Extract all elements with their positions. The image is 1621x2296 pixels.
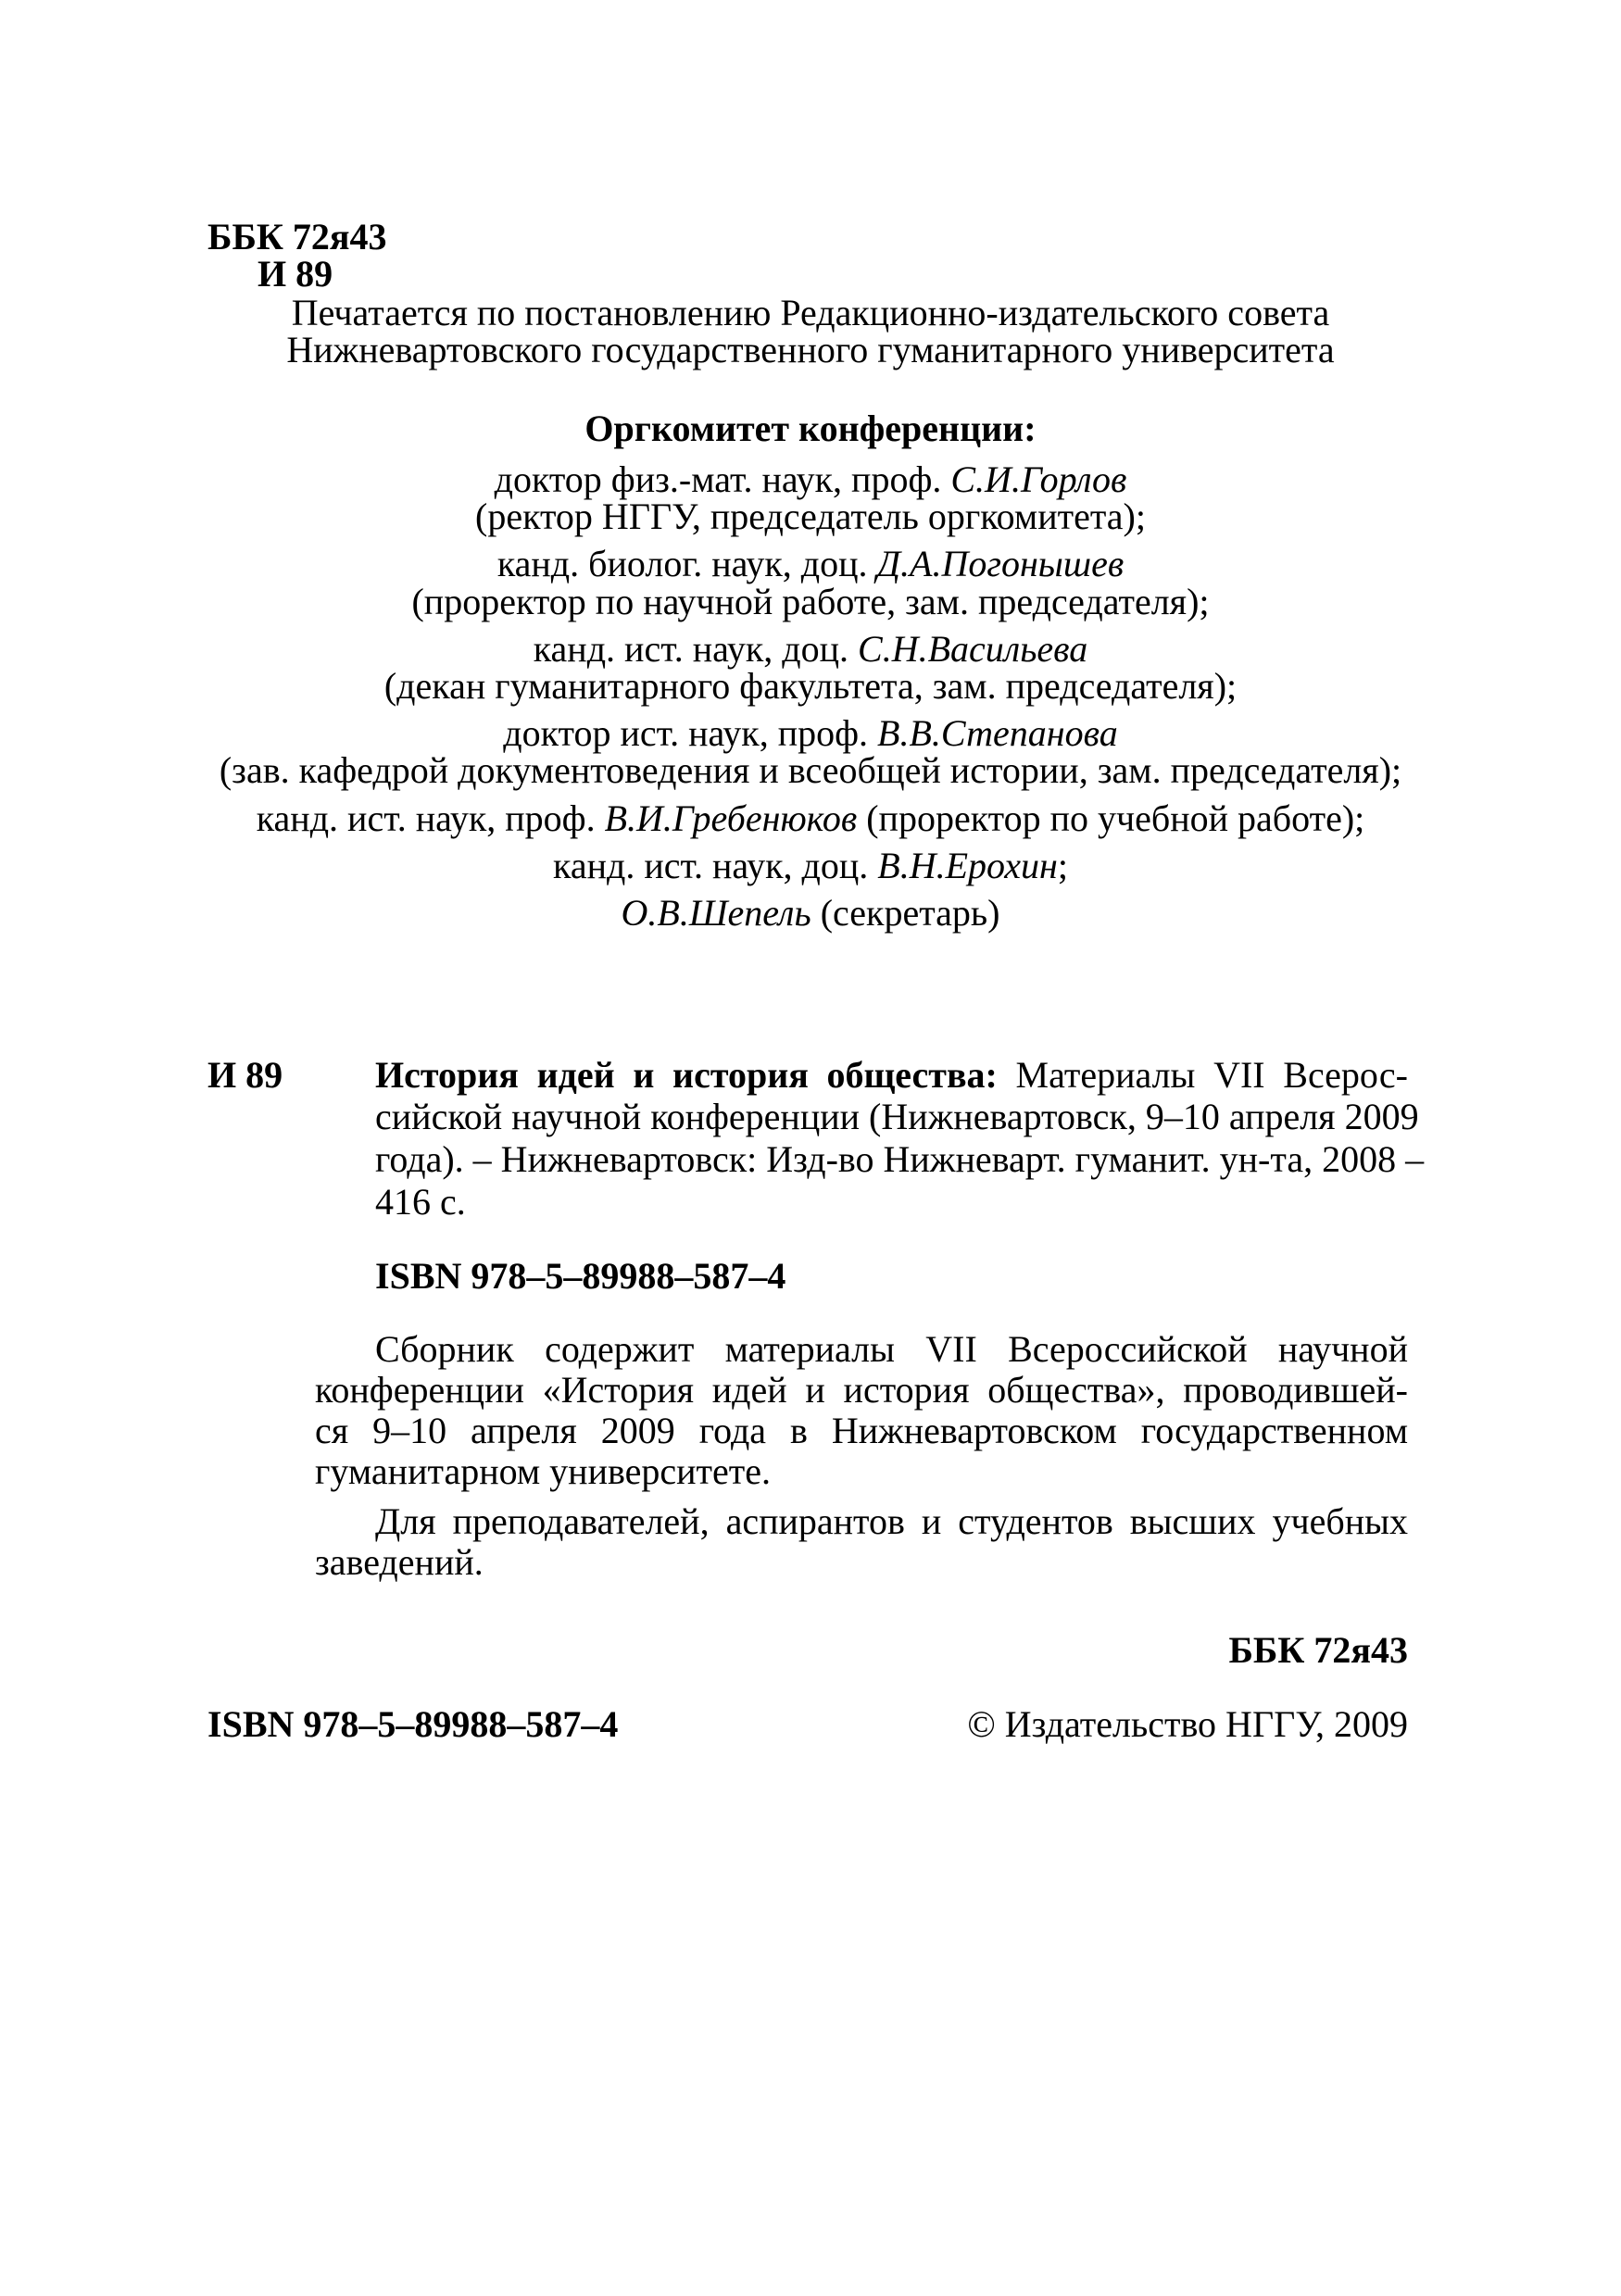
entry-mark: И 89 — [207, 1054, 283, 1096]
annotation-line-4: гуманитарном университете. — [315, 1450, 772, 1492]
entry-line-1: История идей и история общества: Материалы VII Всерос- — [375, 1054, 1409, 1096]
footer-bbk: ББК 72я43 — [1228, 1629, 1408, 1671]
entry-line-2: сийской научной конференции (Нижневартовск, 9–10 апреля 2009 — [375, 1096, 1419, 1137]
committee-line: канд. ист. наук, доц. С.Н.Васильева — [533, 628, 1088, 670]
annotation-line-6: заведений. — [315, 1541, 484, 1583]
copyright: © Издательство НГГУ, 2009 — [967, 1703, 1408, 1745]
annotation-line-3: ся 9–10 апреля 2009 года в Нижневартовском государственном — [315, 1410, 1408, 1451]
author-mark: И 89 — [258, 253, 333, 295]
entry-isbn: ISBN 978–5–89988–587–4 — [375, 1255, 786, 1297]
committee-line: (проректор по научной работе, зам. председателя); — [411, 581, 1210, 622]
bbk-code: ББК 72я43 — [207, 216, 387, 257]
committee-line: (зав. кафедрой документоведения и всеобщей истории, зам. председателя); — [219, 749, 1402, 791]
entry-line-4: 416 с. — [375, 1181, 466, 1223]
committee-line: (декан гуманитарного факультета, зам. председателя); — [383, 665, 1238, 707]
committee-title: Оргкомитет конференции: — [584, 408, 1037, 449]
committee-line: канд. ист. наук, проф. В.И.Гребенюков (проректор по учебной работе); — [256, 797, 1365, 839]
annotation-line-5: Для преподавателей, аспирантов и студентов высших учебных — [375, 1500, 1408, 1542]
annotation-line-2: конференции «История идей и история общества», проводившей- — [315, 1369, 1408, 1411]
committee-line: (ректор НГГУ, председатель оргкомитета); — [475, 496, 1146, 537]
committee-line: доктор физ.-мат. наук, проф. С.И.Горлов — [494, 458, 1127, 500]
footer-isbn: ISBN 978–5–89988–587–4 — [207, 1703, 619, 1745]
committee-line: канд. биолог. наук, доц. Д.А.Погонышев — [496, 543, 1125, 584]
committee-line: доктор ист. наук, проф. В.В.Степанова — [503, 712, 1118, 754]
entry-line-3: года). – Нижневартовск: Изд-во Нижневарт. гуманит. ун-та, 2008 – — [375, 1138, 1425, 1180]
annotation-line-1: Сборник содержит материалы VII Всероссийской научной — [375, 1328, 1408, 1370]
imprint-line-2: Нижневартовского государственного гуманитарного университета — [286, 329, 1335, 370]
committee-line: О.В.Шепель (секретарь) — [621, 892, 1000, 934]
imprint-line-1: Печатается по постановлению Редакционно-издательского совета — [291, 292, 1330, 333]
committee-line: канд. ист. наук, доц. В.Н.Ерохин; — [553, 845, 1068, 886]
